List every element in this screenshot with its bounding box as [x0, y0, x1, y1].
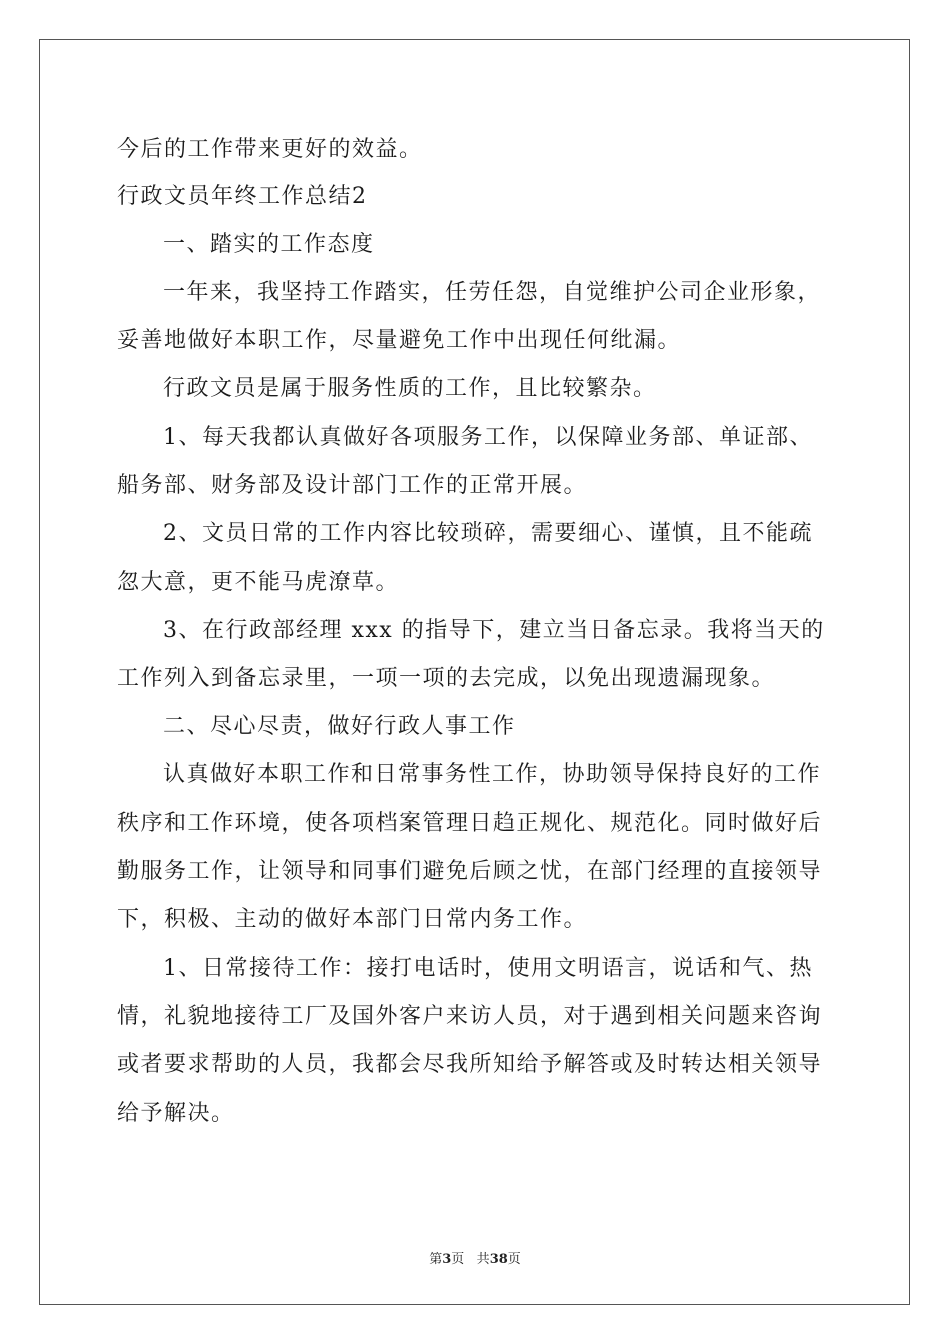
text-line: 忽大意，更不能马虎潦草。: [117, 570, 400, 595]
page-number: 3: [442, 1252, 452, 1267]
text-line: 或者要求帮助的人员，我都会尽我所知给予解答或及时转达相关领导: [117, 1052, 823, 1077]
page-footer: [0, 1248, 950, 1267]
heading-line: 一、踏实的工作态度: [163, 232, 375, 257]
total-label-prefix: 共: [476, 1252, 490, 1267]
page-label-suffix: 页: [451, 1252, 465, 1267]
text-line: 船务部、财务部及设计部门工作的正常开展。: [117, 473, 588, 498]
text-line: 下，积极、主动的做好本部门日常内务工作。: [117, 907, 588, 932]
text-line: 行政文员是属于服务性质的工作，且比较繁杂。: [163, 376, 657, 401]
text-line: 工作列入到备忘录里，一项一项的去完成，以免出现遗漏现象。: [117, 666, 776, 691]
section-title: 行政文员年终工作总结2: [117, 184, 368, 209]
text-line: 给予解决。: [117, 1101, 235, 1126]
total-pages: 38: [489, 1252, 508, 1267]
text-line: 妥善地做好本职工作，尽量避免工作中出现任何纰漏。: [117, 328, 682, 353]
text-line: 1、日常接待工作：接打电话时，使用文明语言，说话和气、热: [163, 956, 813, 981]
text-line: 秩序和工作环境，使各项档案管理日趋正规化、规范化。同时做好后: [117, 811, 823, 836]
text-line: 1、每天我都认真做好各项服务工作，以保障业务部、单证部、: [163, 425, 813, 450]
text-line: 认真做好本职工作和日常事务性工作，协助领导保持良好的工作: [163, 762, 822, 787]
text-line: 今后的工作带来更好的效益。: [117, 137, 423, 162]
text-line: 一年来，我坚持工作踏实，任劳任怨，自觉维护公司企业形象，: [163, 280, 822, 305]
heading-line: 二、尽心尽责，做好行政人事工作: [163, 714, 516, 739]
text-line: 3、在行政部经理 xxx 的指导下，建立当日备忘录。我将当天的: [163, 618, 825, 643]
total-label-suffix: 页: [507, 1252, 521, 1267]
text-line: 情，礼貌地接待工厂及国外客户来访人员，对于遇到相关问题来咨询: [117, 1004, 823, 1029]
text-line: 勤服务工作，让领导和同事们避免后顾之忧，在部门经理的直接领导: [117, 859, 823, 884]
page-label-prefix: 第: [429, 1252, 443, 1267]
text-line: 2、文员日常的工作内容比较琐碎，需要细心、谨慎，且不能疏: [163, 521, 813, 546]
